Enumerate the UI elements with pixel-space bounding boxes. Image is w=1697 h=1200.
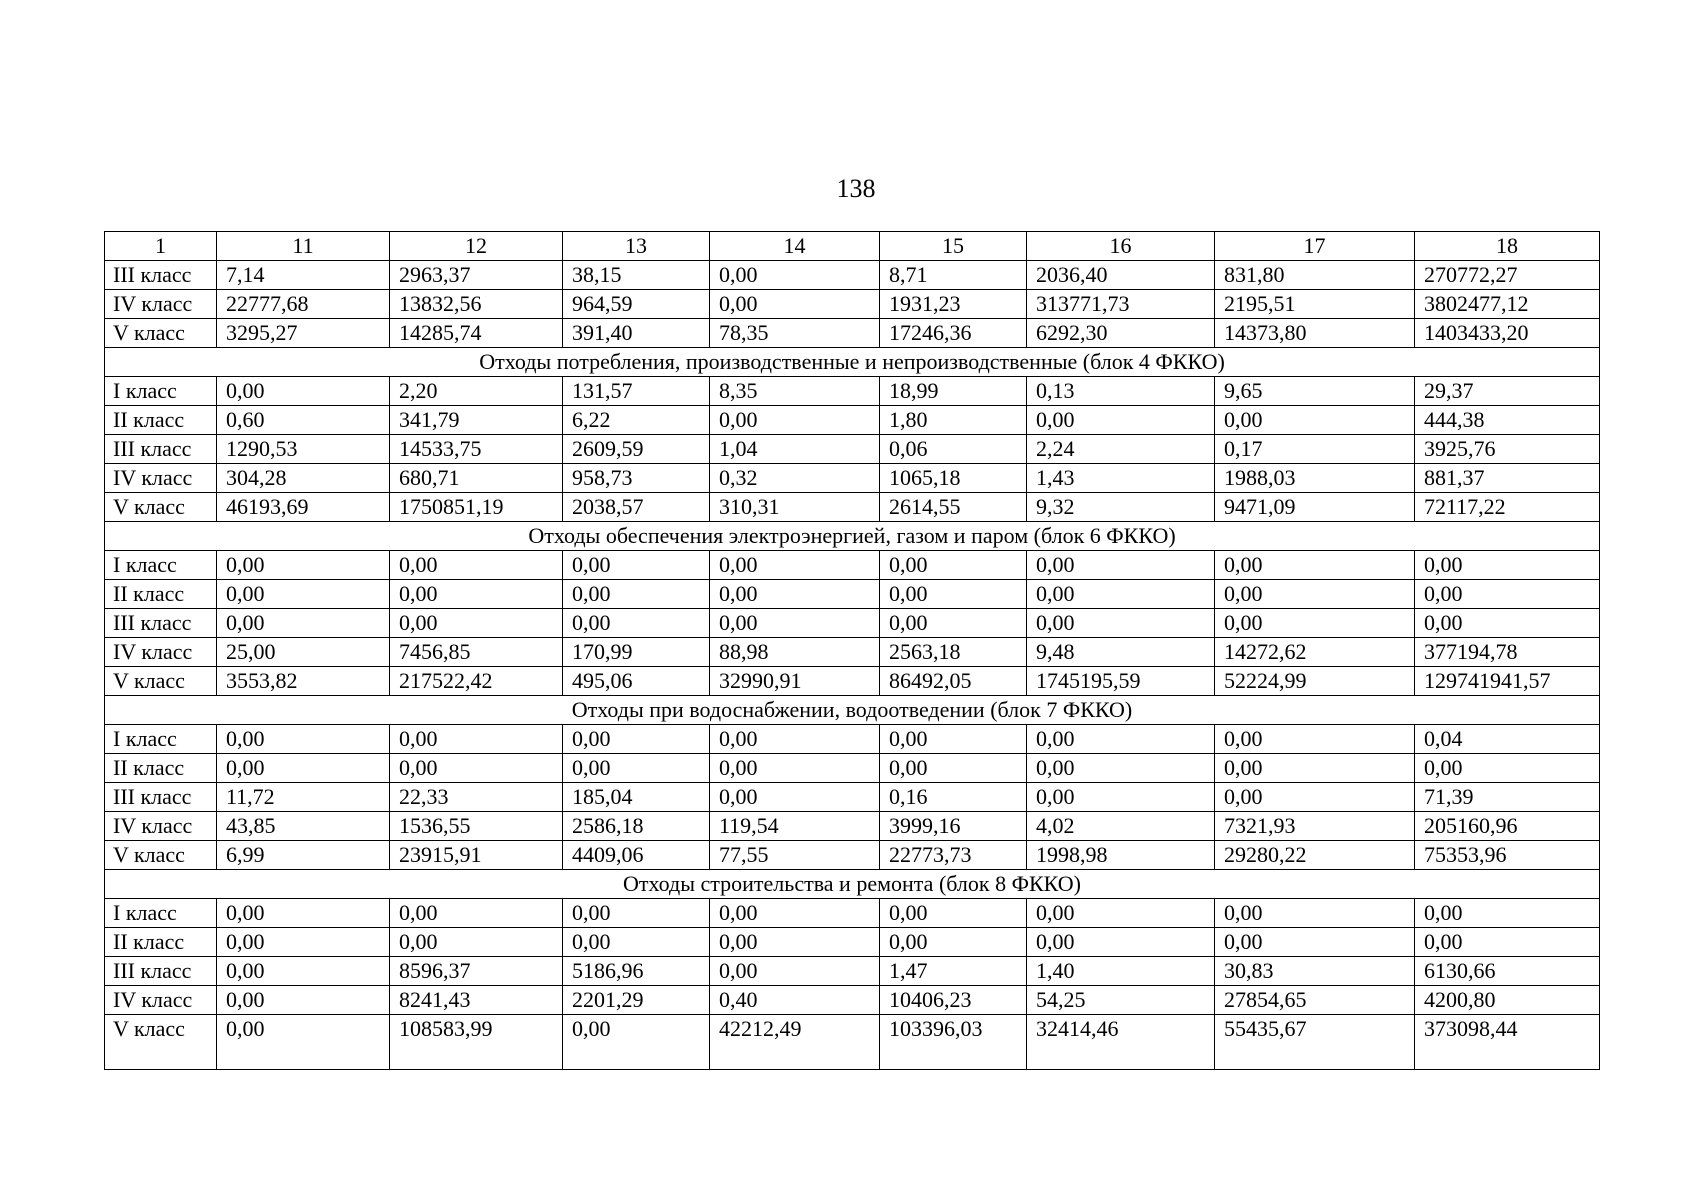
table-cell: 18,99 [880, 377, 1027, 406]
table-cell: 0,00 [1415, 580, 1600, 609]
table-cell: 0,00 [880, 754, 1027, 783]
table-cell: 1,40 [1027, 957, 1215, 986]
table-cell: 129741941,57 [1415, 667, 1600, 696]
table-cell: 2036,40 [1027, 261, 1215, 290]
table-cell: 29,37 [1415, 377, 1600, 406]
table-cell: 495,06 [563, 667, 710, 696]
hazard-class-label: I класс [105, 899, 217, 928]
table-cell: 6,22 [563, 406, 710, 435]
table-cell: 14285,74 [390, 319, 563, 348]
table-cell: 29280,22 [1215, 841, 1415, 870]
table-cell: 43,85 [217, 812, 390, 841]
table-cell: 0,00 [710, 928, 880, 957]
section-title: Отходы строительства и ремонта (блок 8 ФККО) [105, 870, 1600, 899]
hazard-class-label: III класс [105, 261, 217, 290]
table-cell: 46193,69 [217, 493, 390, 522]
table-cell: 0,00 [710, 754, 880, 783]
table-cell: 75353,96 [1415, 841, 1600, 870]
table-cell: 0,00 [1415, 551, 1600, 580]
table-cell: 0,00 [710, 551, 880, 580]
table-cell: 108583,99 [390, 1015, 563, 1070]
table-cell: 0,00 [390, 580, 563, 609]
table-cell: 71,39 [1415, 783, 1600, 812]
table-cell: 0,00 [1215, 783, 1415, 812]
table-cell: 0,00 [217, 1015, 390, 1070]
hazard-class-label: V класс [105, 319, 217, 348]
table-cell: 0,17 [1215, 435, 1415, 464]
table-cell: 4,02 [1027, 812, 1215, 841]
table-cell: 0,00 [1027, 754, 1215, 783]
table-cell: 0,00 [710, 783, 880, 812]
column-header: 11 [217, 232, 390, 261]
hazard-class-label: II класс [105, 580, 217, 609]
table-cell: 0,00 [1027, 783, 1215, 812]
table-cell: 0,00 [1215, 899, 1415, 928]
table-cell: 680,71 [390, 464, 563, 493]
table-row [105, 551, 1600, 580]
table-row [105, 261, 1600, 290]
table-cell: 0,00 [710, 899, 880, 928]
table-cell: 55435,67 [1215, 1015, 1415, 1070]
column-header: 14 [710, 232, 880, 261]
table-cell: 1931,23 [880, 290, 1027, 319]
table-cell: 119,54 [710, 812, 880, 841]
hazard-class-label: III класс [105, 783, 217, 812]
table-cell: 1998,98 [1027, 841, 1215, 870]
table-cell: 13832,56 [390, 290, 563, 319]
table-row [105, 580, 1600, 609]
table-cell: 0,00 [1215, 551, 1415, 580]
table-cell: 0,00 [710, 957, 880, 986]
table-cell: 1745195,59 [1027, 667, 1215, 696]
table-cell: 2038,57 [563, 493, 710, 522]
table-cell: 88,98 [710, 638, 880, 667]
table-cell: 0,13 [1027, 377, 1215, 406]
table-cell: 0,00 [390, 754, 563, 783]
column-header: 15 [880, 232, 1027, 261]
table-cell: 0,00 [217, 580, 390, 609]
section-title: Отходы потребления, производственные и непроизводственные (блок 4 ФККО) [105, 348, 1600, 377]
table-cell: 3295,27 [217, 319, 390, 348]
table-cell: 0,00 [217, 899, 390, 928]
table-row [105, 406, 1600, 435]
table-cell: 0,00 [1215, 725, 1415, 754]
table-cell: 0,00 [1027, 609, 1215, 638]
table-cell: 391,40 [563, 319, 710, 348]
table-cell: 1290,53 [217, 435, 390, 464]
table-cell: 0,00 [563, 609, 710, 638]
table-cell: 42212,49 [710, 1015, 880, 1070]
table-cell: 3999,16 [880, 812, 1027, 841]
table-cell: 0,00 [880, 928, 1027, 957]
table-cell: 2195,51 [1215, 290, 1415, 319]
table-cell: 32414,46 [1027, 1015, 1215, 1070]
table-cell: 0,00 [217, 725, 390, 754]
table-row [105, 290, 1600, 319]
hazard-class-label: V класс [105, 841, 217, 870]
table-cell: 205160,96 [1415, 812, 1600, 841]
table-row [105, 812, 1600, 841]
table-cell: 0,00 [1027, 580, 1215, 609]
table-cell: 0,00 [217, 754, 390, 783]
table-row [105, 319, 1600, 348]
table-cell: 0,00 [1415, 754, 1600, 783]
section-row [105, 870, 1600, 899]
table-cell: 0,00 [710, 290, 880, 319]
table-row [105, 493, 1600, 522]
table-cell: 9,65 [1215, 377, 1415, 406]
hazard-class-label: IV класс [105, 812, 217, 841]
hazard-class-label: IV класс [105, 290, 217, 319]
table-cell: 0,00 [710, 609, 880, 638]
table-cell: 8,35 [710, 377, 880, 406]
table-cell: 310,31 [710, 493, 880, 522]
table-cell: 2609,59 [563, 435, 710, 464]
table-cell: 444,38 [1415, 406, 1600, 435]
table-cell: 72117,22 [1415, 493, 1600, 522]
table-cell: 9471,09 [1215, 493, 1415, 522]
table-cell: 0,00 [1215, 754, 1415, 783]
table-cell: 11,72 [217, 783, 390, 812]
table-cell: 0,00 [217, 986, 390, 1015]
table-cell: 8596,37 [390, 957, 563, 986]
table-cell: 958,73 [563, 464, 710, 493]
table-cell: 4200,80 [1415, 986, 1600, 1015]
table-row [105, 464, 1600, 493]
column-header: 12 [390, 232, 563, 261]
table-cell: 0,00 [1215, 580, 1415, 609]
hazard-class-label: IV класс [105, 638, 217, 667]
table-cell: 0,00 [217, 957, 390, 986]
table-cell: 0,40 [710, 986, 880, 1015]
column-header: 18 [1415, 232, 1600, 261]
table-cell: 32990,91 [710, 667, 880, 696]
hazard-class-label: I класс [105, 377, 217, 406]
table-cell: 0,00 [390, 551, 563, 580]
section-title: Отходы обеспечения электроэнергией, газом и паром (блок 6 ФККО) [105, 522, 1600, 551]
table-cell: 7456,85 [390, 638, 563, 667]
table-cell: 54,25 [1027, 986, 1215, 1015]
table-cell: 6130,66 [1415, 957, 1600, 986]
table-cell: 0,00 [390, 928, 563, 957]
table-cell: 1,04 [710, 435, 880, 464]
hazard-class-label: I класс [105, 551, 217, 580]
table-cell: 0,00 [710, 725, 880, 754]
table-cell: 2963,37 [390, 261, 563, 290]
table-cell: 14373,80 [1215, 319, 1415, 348]
table-cell: 0,00 [1215, 406, 1415, 435]
column-header: 16 [1027, 232, 1215, 261]
table-cell: 77,55 [710, 841, 880, 870]
table-row [105, 841, 1600, 870]
table-cell: 5186,96 [563, 957, 710, 986]
hazard-class-label: V класс [105, 493, 217, 522]
table-cell: 0,04 [1415, 725, 1600, 754]
table-cell: 0,00 [880, 609, 1027, 638]
table-cell: 373098,44 [1415, 1015, 1600, 1070]
table-cell: 131,57 [563, 377, 710, 406]
table-cell: 313771,73 [1027, 290, 1215, 319]
table-cell: 0,00 [1415, 609, 1600, 638]
table-row [105, 377, 1600, 406]
hazard-class-label: III класс [105, 957, 217, 986]
table-cell: 0,00 [390, 609, 563, 638]
table-cell: 0,00 [563, 1015, 710, 1070]
section-title: Отходы при водоснабжении, водоотведении (блок 7 ФККО) [105, 696, 1600, 725]
table-cell: 1750851,19 [390, 493, 563, 522]
table-cell: 0,00 [880, 899, 1027, 928]
section-row [105, 696, 1600, 725]
table-cell: 3802477,12 [1415, 290, 1600, 319]
table-cell: 964,59 [563, 290, 710, 319]
table-cell: 0,00 [1215, 928, 1415, 957]
table-cell: 0,00 [1215, 609, 1415, 638]
table-cell: 217522,42 [390, 667, 563, 696]
table-row [105, 899, 1600, 928]
table-cell: 0,00 [1027, 928, 1215, 957]
table-cell: 1,80 [880, 406, 1027, 435]
table-cell: 27854,65 [1215, 986, 1415, 1015]
table-cell: 6,99 [217, 841, 390, 870]
table-cell: 25,00 [217, 638, 390, 667]
table-cell: 0,00 [1027, 725, 1215, 754]
hazard-class-label: III класс [105, 609, 217, 638]
hazard-class-label: IV класс [105, 464, 217, 493]
table-cell: 2,24 [1027, 435, 1215, 464]
table-cell: 185,04 [563, 783, 710, 812]
table-cell: 0,00 [880, 725, 1027, 754]
hazard-class-label: III класс [105, 435, 217, 464]
hazard-class-label: V класс [105, 1015, 217, 1070]
table-cell: 7,14 [217, 261, 390, 290]
table-cell: 304,28 [217, 464, 390, 493]
page-number: 138 [836, 174, 876, 203]
column-header: 17 [1215, 232, 1415, 261]
table-cell: 0,00 [563, 754, 710, 783]
table-cell: 2563,18 [880, 638, 1027, 667]
table-row [105, 783, 1600, 812]
table-cell: 7321,93 [1215, 812, 1415, 841]
table-cell: 881,37 [1415, 464, 1600, 493]
hazard-class-label: II класс [105, 406, 217, 435]
table-cell: 0,00 [1415, 928, 1600, 957]
table-row [105, 986, 1600, 1015]
table-cell: 0,00 [1027, 899, 1215, 928]
table-cell: 270772,27 [1415, 261, 1600, 290]
hazard-class-label: V класс [105, 667, 217, 696]
table-cell: 1403433,20 [1415, 319, 1600, 348]
table-cell: 38,15 [563, 261, 710, 290]
section-row [105, 348, 1600, 377]
table-cell: 30,83 [1215, 957, 1415, 986]
table-cell: 2201,29 [563, 986, 710, 1015]
table-cell: 0,60 [217, 406, 390, 435]
table-body [105, 232, 1600, 1070]
table-cell: 52224,99 [1215, 667, 1415, 696]
table-cell: 2586,18 [563, 812, 710, 841]
table-cell: 1,43 [1027, 464, 1215, 493]
table-row [105, 1015, 1600, 1070]
table-cell: 0,00 [1027, 406, 1215, 435]
table-cell: 0,00 [563, 551, 710, 580]
table-cell: 2,20 [390, 377, 563, 406]
table-cell: 0,00 [217, 928, 390, 957]
table-cell: 341,79 [390, 406, 563, 435]
table-cell: 0,00 [217, 551, 390, 580]
table-cell: 9,48 [1027, 638, 1215, 667]
table-cell: 0,00 [563, 580, 710, 609]
table-cell: 0,32 [710, 464, 880, 493]
table-cell: 8241,43 [390, 986, 563, 1015]
table-row [105, 435, 1600, 464]
table-cell: 0,00 [390, 899, 563, 928]
table-cell: 8,71 [880, 261, 1027, 290]
table-cell: 1,47 [880, 957, 1027, 986]
table-cell: 22,33 [390, 783, 563, 812]
table-cell: 23915,91 [390, 841, 563, 870]
table-row [105, 957, 1600, 986]
column-header: 13 [563, 232, 710, 261]
table-cell: 3925,76 [1415, 435, 1600, 464]
table-row [105, 725, 1600, 754]
table-cell: 6292,30 [1027, 319, 1215, 348]
table-cell: 170,99 [563, 638, 710, 667]
hazard-class-label: I класс [105, 725, 217, 754]
table-cell: 0,00 [563, 928, 710, 957]
table-cell: 0,00 [217, 377, 390, 406]
table-cell: 0,16 [880, 783, 1027, 812]
table-cell: 9,32 [1027, 493, 1215, 522]
column-header: 1 [105, 232, 217, 261]
waste-data-table [104, 231, 1600, 1070]
table-cell: 78,35 [710, 319, 880, 348]
section-row [105, 522, 1600, 551]
hazard-class-label: II класс [105, 928, 217, 957]
table-cell: 0,00 [390, 725, 563, 754]
table-cell: 0,00 [1027, 551, 1215, 580]
table-cell: 86492,05 [880, 667, 1027, 696]
table-header-row [105, 232, 1600, 261]
table-row [105, 928, 1600, 957]
table-cell: 3553,82 [217, 667, 390, 696]
table-cell: 22773,73 [880, 841, 1027, 870]
table-cell: 0,00 [710, 406, 880, 435]
table-cell: 4409,06 [563, 841, 710, 870]
table-cell: 0,00 [710, 261, 880, 290]
table-cell: 0,06 [880, 435, 1027, 464]
table-cell: 0,00 [563, 899, 710, 928]
table-cell: 1988,03 [1215, 464, 1415, 493]
table-cell: 14272,62 [1215, 638, 1415, 667]
table-cell: 831,80 [1215, 261, 1415, 290]
table-cell: 1536,55 [390, 812, 563, 841]
table-cell: 0,00 [880, 551, 1027, 580]
table-cell: 0,00 [710, 580, 880, 609]
hazard-class-label: II класс [105, 754, 217, 783]
table-cell: 0,00 [217, 609, 390, 638]
hazard-class-label: IV класс [105, 986, 217, 1015]
table-row [105, 754, 1600, 783]
table-cell: 10406,23 [880, 986, 1027, 1015]
table-cell: 2614,55 [880, 493, 1027, 522]
table-cell: 0,00 [880, 580, 1027, 609]
table-cell: 17246,36 [880, 319, 1027, 348]
table-cell: 103396,03 [880, 1015, 1027, 1070]
table-cell: 0,00 [1415, 899, 1600, 928]
table-cell: 22777,68 [217, 290, 390, 319]
table-cell: 1065,18 [880, 464, 1027, 493]
table-row [105, 638, 1600, 667]
table-row [105, 609, 1600, 638]
table-cell: 377194,78 [1415, 638, 1600, 667]
table-cell: 14533,75 [390, 435, 563, 464]
table-row [105, 667, 1600, 696]
table-cell: 0,00 [563, 725, 710, 754]
